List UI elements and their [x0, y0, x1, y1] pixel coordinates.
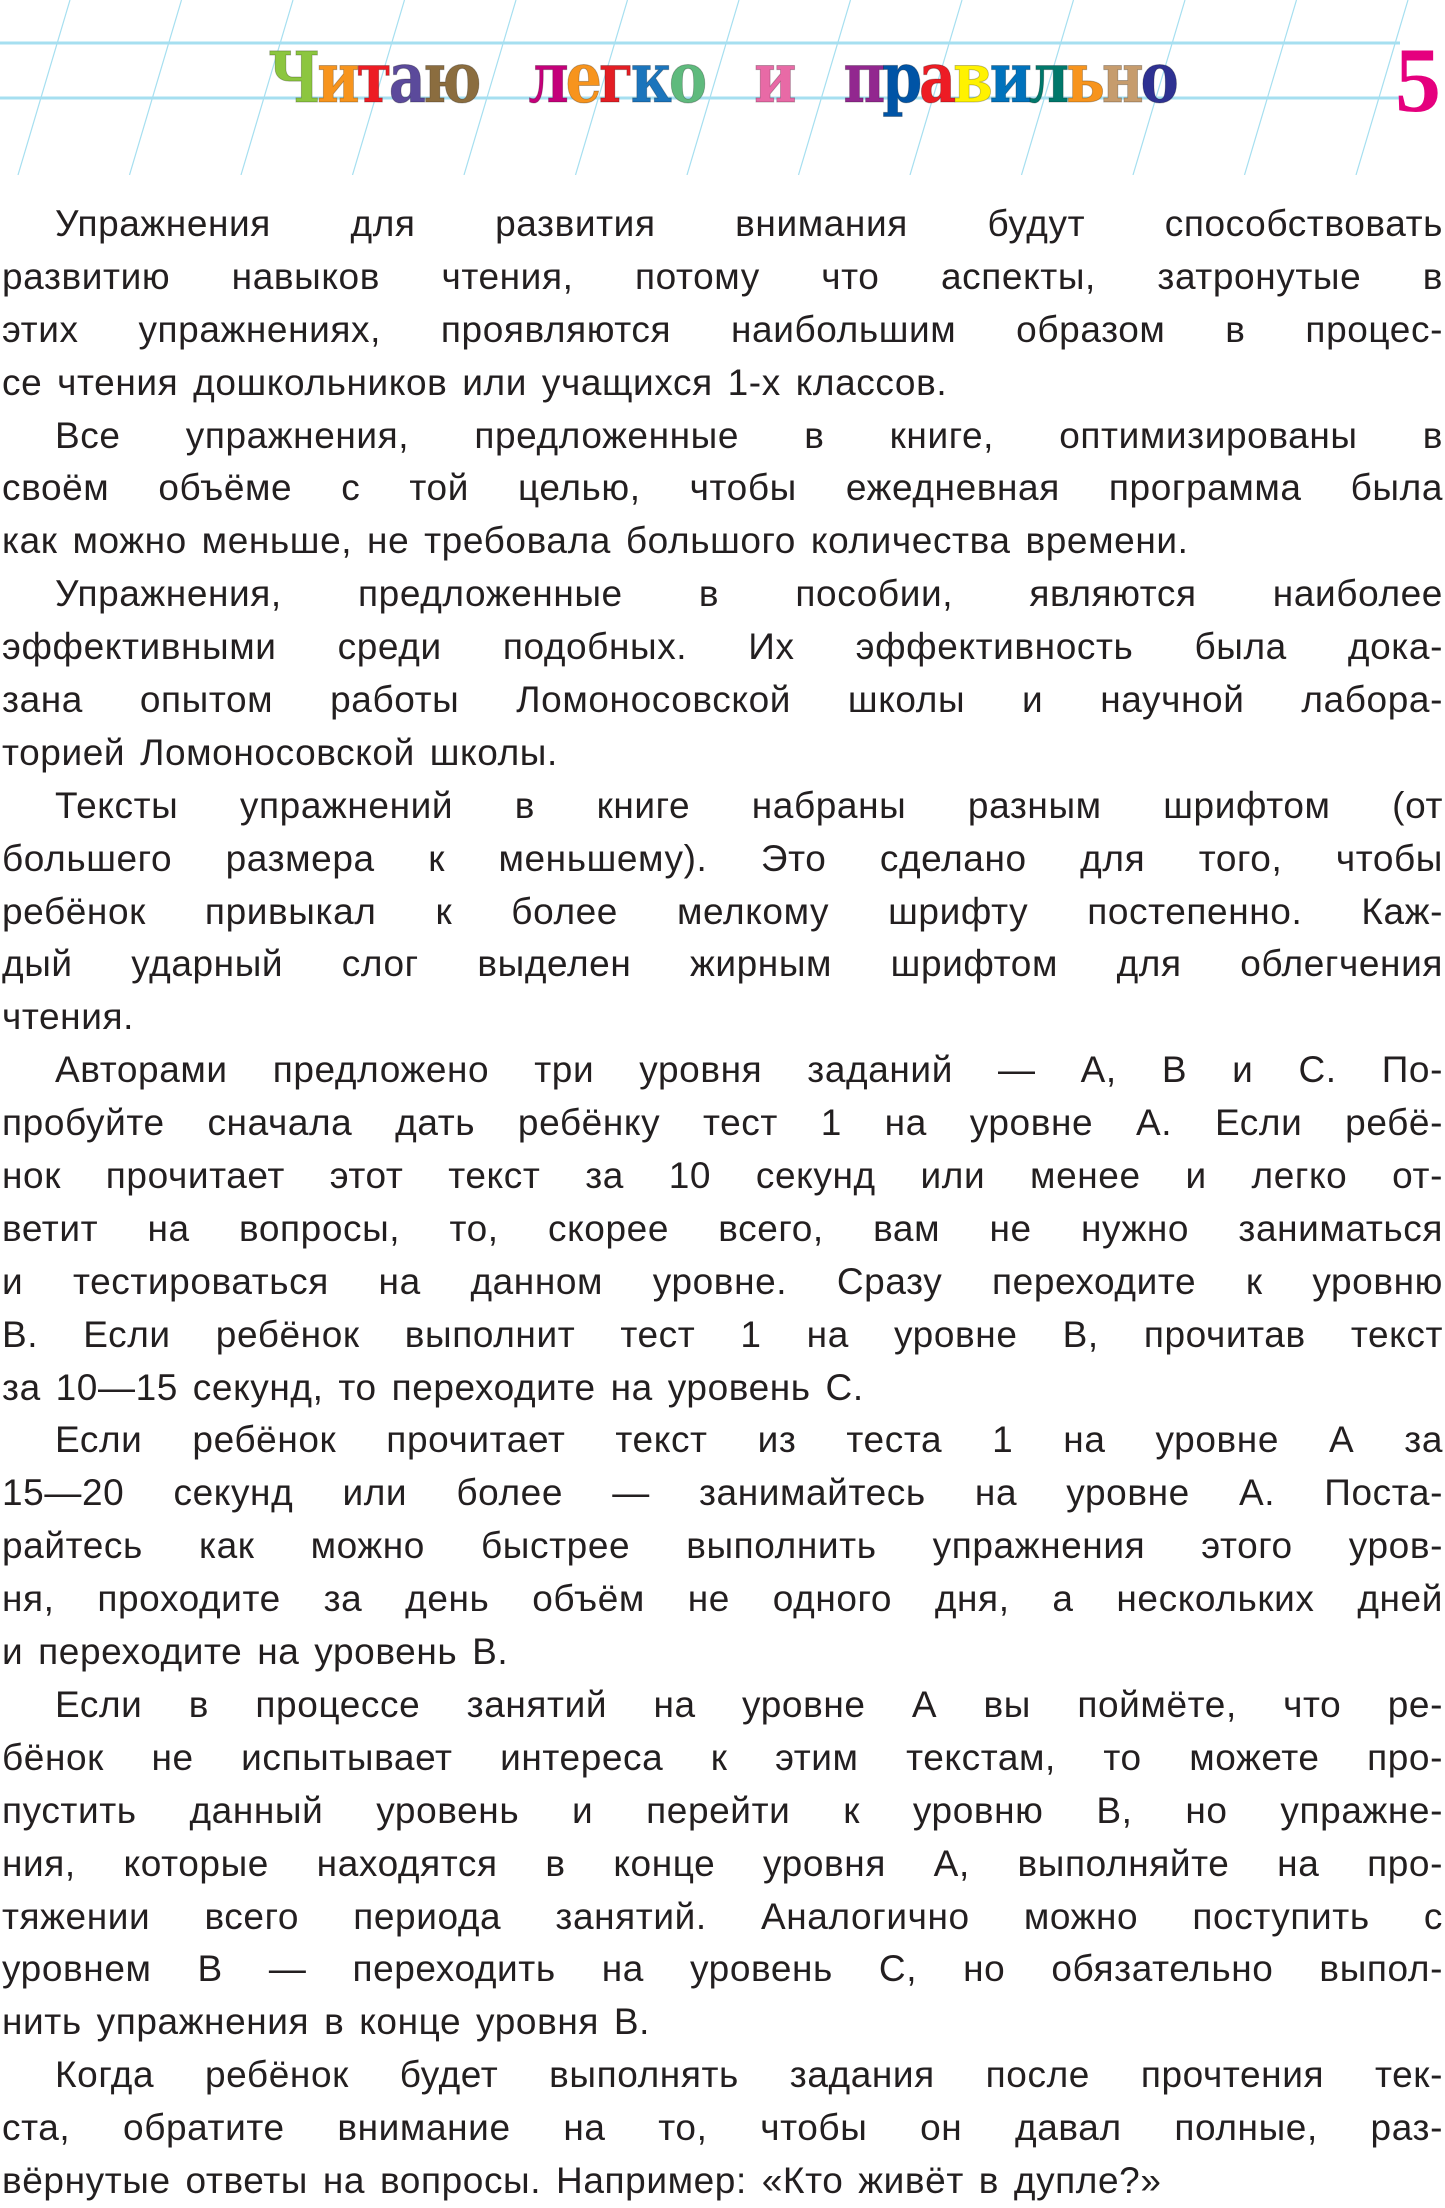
- text-line: торией Ломоносовской школы.: [2, 731, 558, 773]
- title-letter: и: [989, 36, 1029, 119]
- text-line: бёнок не испытывает интереса к этим текстам, то можете про-: [2, 1736, 1443, 1778]
- text-line: чтения.: [2, 996, 135, 1038]
- text-line: ребёнок привыкал к более мелкому шрифту постепенно. Каж-: [2, 890, 1443, 932]
- title-letter: о: [668, 36, 704, 119]
- text-line: Когда ребёнок будет выполнять задания после прочтения тек-: [55, 2054, 1443, 2096]
- title-letter: и: [317, 36, 357, 119]
- title-letter: г: [598, 36, 631, 119]
- title-letter: а: [388, 36, 423, 119]
- paragraph: [2, 568, 1443, 780]
- text-line: се чтения дошкольников или учащихся 1-х классов.: [2, 361, 948, 403]
- title-letter: ю: [422, 36, 479, 119]
- text-line: ветит на вопросы, то, скорее всего, вам не нужно заниматься: [2, 1207, 1443, 1249]
- text-line: Если в процессе занятий на уровне А вы поймёте, что ре-: [55, 1683, 1443, 1725]
- text-line: за 10—15 секунд, то переходите на уровень С.: [2, 1366, 864, 1408]
- paragraph: [2, 1679, 1443, 2049]
- text-line: Упражнения для развития внимания будут способствовать: [55, 203, 1443, 244]
- book-title: [268, 38, 1175, 118]
- text-line: В. Если ребёнок выполнит тест 1 на уровне В, прочитав текст: [2, 1313, 1443, 1355]
- title-letter: ь: [1066, 36, 1102, 119]
- text-line: развитию навыков чтения, потому что аспекты, затронутые в: [2, 255, 1443, 297]
- text-line: и тестироваться на данном уровне. Сразу переходите к уровню: [2, 1260, 1443, 1302]
- title-letter: а: [919, 36, 953, 119]
- text-line: дый ударный слог выделен жирным шрифтом для облегчения: [2, 943, 1443, 985]
- text-line: нок прочитает этот текст за 10 секунд или менее и легко от-: [2, 1155, 1443, 1197]
- text-line: райтесь как можно быстрее выполнить упражнения этого уров-: [2, 1525, 1443, 1567]
- title-letter: [793, 36, 843, 119]
- title-letter: [704, 36, 754, 119]
- title-letter: п: [843, 36, 883, 119]
- text-line: ста, обратите внимание на то, чтобы он давал полные, раз-: [2, 2107, 1443, 2149]
- text-line: Все упражнения, предложенные в книге, оптимизированы в: [55, 414, 1443, 456]
- text-line: своём объёме с той целью, чтобы ежедневная программа была: [2, 467, 1443, 509]
- text-line: уровнем В — переходить на уровень С, но обязательно выпол-: [2, 1948, 1443, 1990]
- text-line: пробуйте сначала дать ребёнку тест 1 на уровне А. Если ребё-: [2, 1102, 1443, 1144]
- text-line: Упражнения, предложенные в пособии, являются наиболее: [55, 573, 1443, 615]
- paragraph: [2, 2049, 1443, 2208]
- paragraph: [2, 1414, 1443, 1678]
- text-line: пустить данный уровень и перейти к уровню В, но упражне-: [2, 1789, 1443, 1831]
- title-letter: в: [952, 36, 990, 119]
- page-number: 5: [1395, 29, 1441, 131]
- title-letter: л: [1028, 36, 1067, 119]
- text-line: Если ребёнок прочитает текст из теста 1 на уровне А за: [55, 1419, 1443, 1461]
- text-line: как можно меньше, не требовала большого количества времени.: [2, 520, 1189, 562]
- paragraph: [2, 410, 1443, 569]
- body-text: [2, 198, 1443, 2208]
- text-line: Авторами предложено три уровня заданий — А, В и С. По-: [55, 1049, 1443, 1091]
- text-line: и переходите на уровень В.: [2, 1631, 509, 1673]
- paragraph: [2, 780, 1443, 1044]
- title-letter: л: [528, 36, 566, 119]
- title-letter: р: [882, 36, 920, 119]
- text-line: большего размера к меньшему). Это сделано для того, чтобы: [2, 837, 1443, 879]
- text-line: ня, проходите за день объём не одного дня, а нескольких дней: [2, 1578, 1443, 1620]
- paragraph: [2, 198, 1443, 410]
- page-header: [0, 0, 1445, 170]
- text-line: зана опытом работы Ломоносовской школы и научной лабора-: [2, 679, 1443, 721]
- title-letter: о: [1140, 36, 1176, 119]
- text-line: 15—20 секунд или более — занимайтесь на уровне А. Поста-: [2, 1472, 1443, 1514]
- title-letter: [478, 36, 528, 119]
- title-letter: и: [754, 36, 794, 119]
- title-letter: т: [356, 36, 389, 119]
- text-line: вёрнутые ответы на вопросы. Например: «Кто живёт в дупле?»: [2, 2159, 1162, 2201]
- title-letter: н: [1101, 36, 1141, 119]
- paragraph: [2, 1044, 1443, 1414]
- title-letter: к: [630, 36, 669, 119]
- text-line: тяжении всего периода занятий. Аналогично можно поступить с: [2, 1895, 1443, 1937]
- title-letter: е: [565, 36, 599, 119]
- text-line: ния, которые находятся в конце уровня А, выполняйте на про-: [2, 1842, 1443, 1884]
- text-line: Тексты упражнений в книге набраны разным шрифтом (от: [55, 784, 1443, 826]
- title-letter: Ч: [268, 36, 318, 119]
- text-line: этих упражнениях, проявляются наибольшим образом в процес-: [2, 308, 1443, 350]
- text-line: нить упражнения в конце уровня В.: [2, 2001, 651, 2043]
- text-line: эффективными среди подобных. Их эффективность была дока-: [2, 626, 1443, 668]
